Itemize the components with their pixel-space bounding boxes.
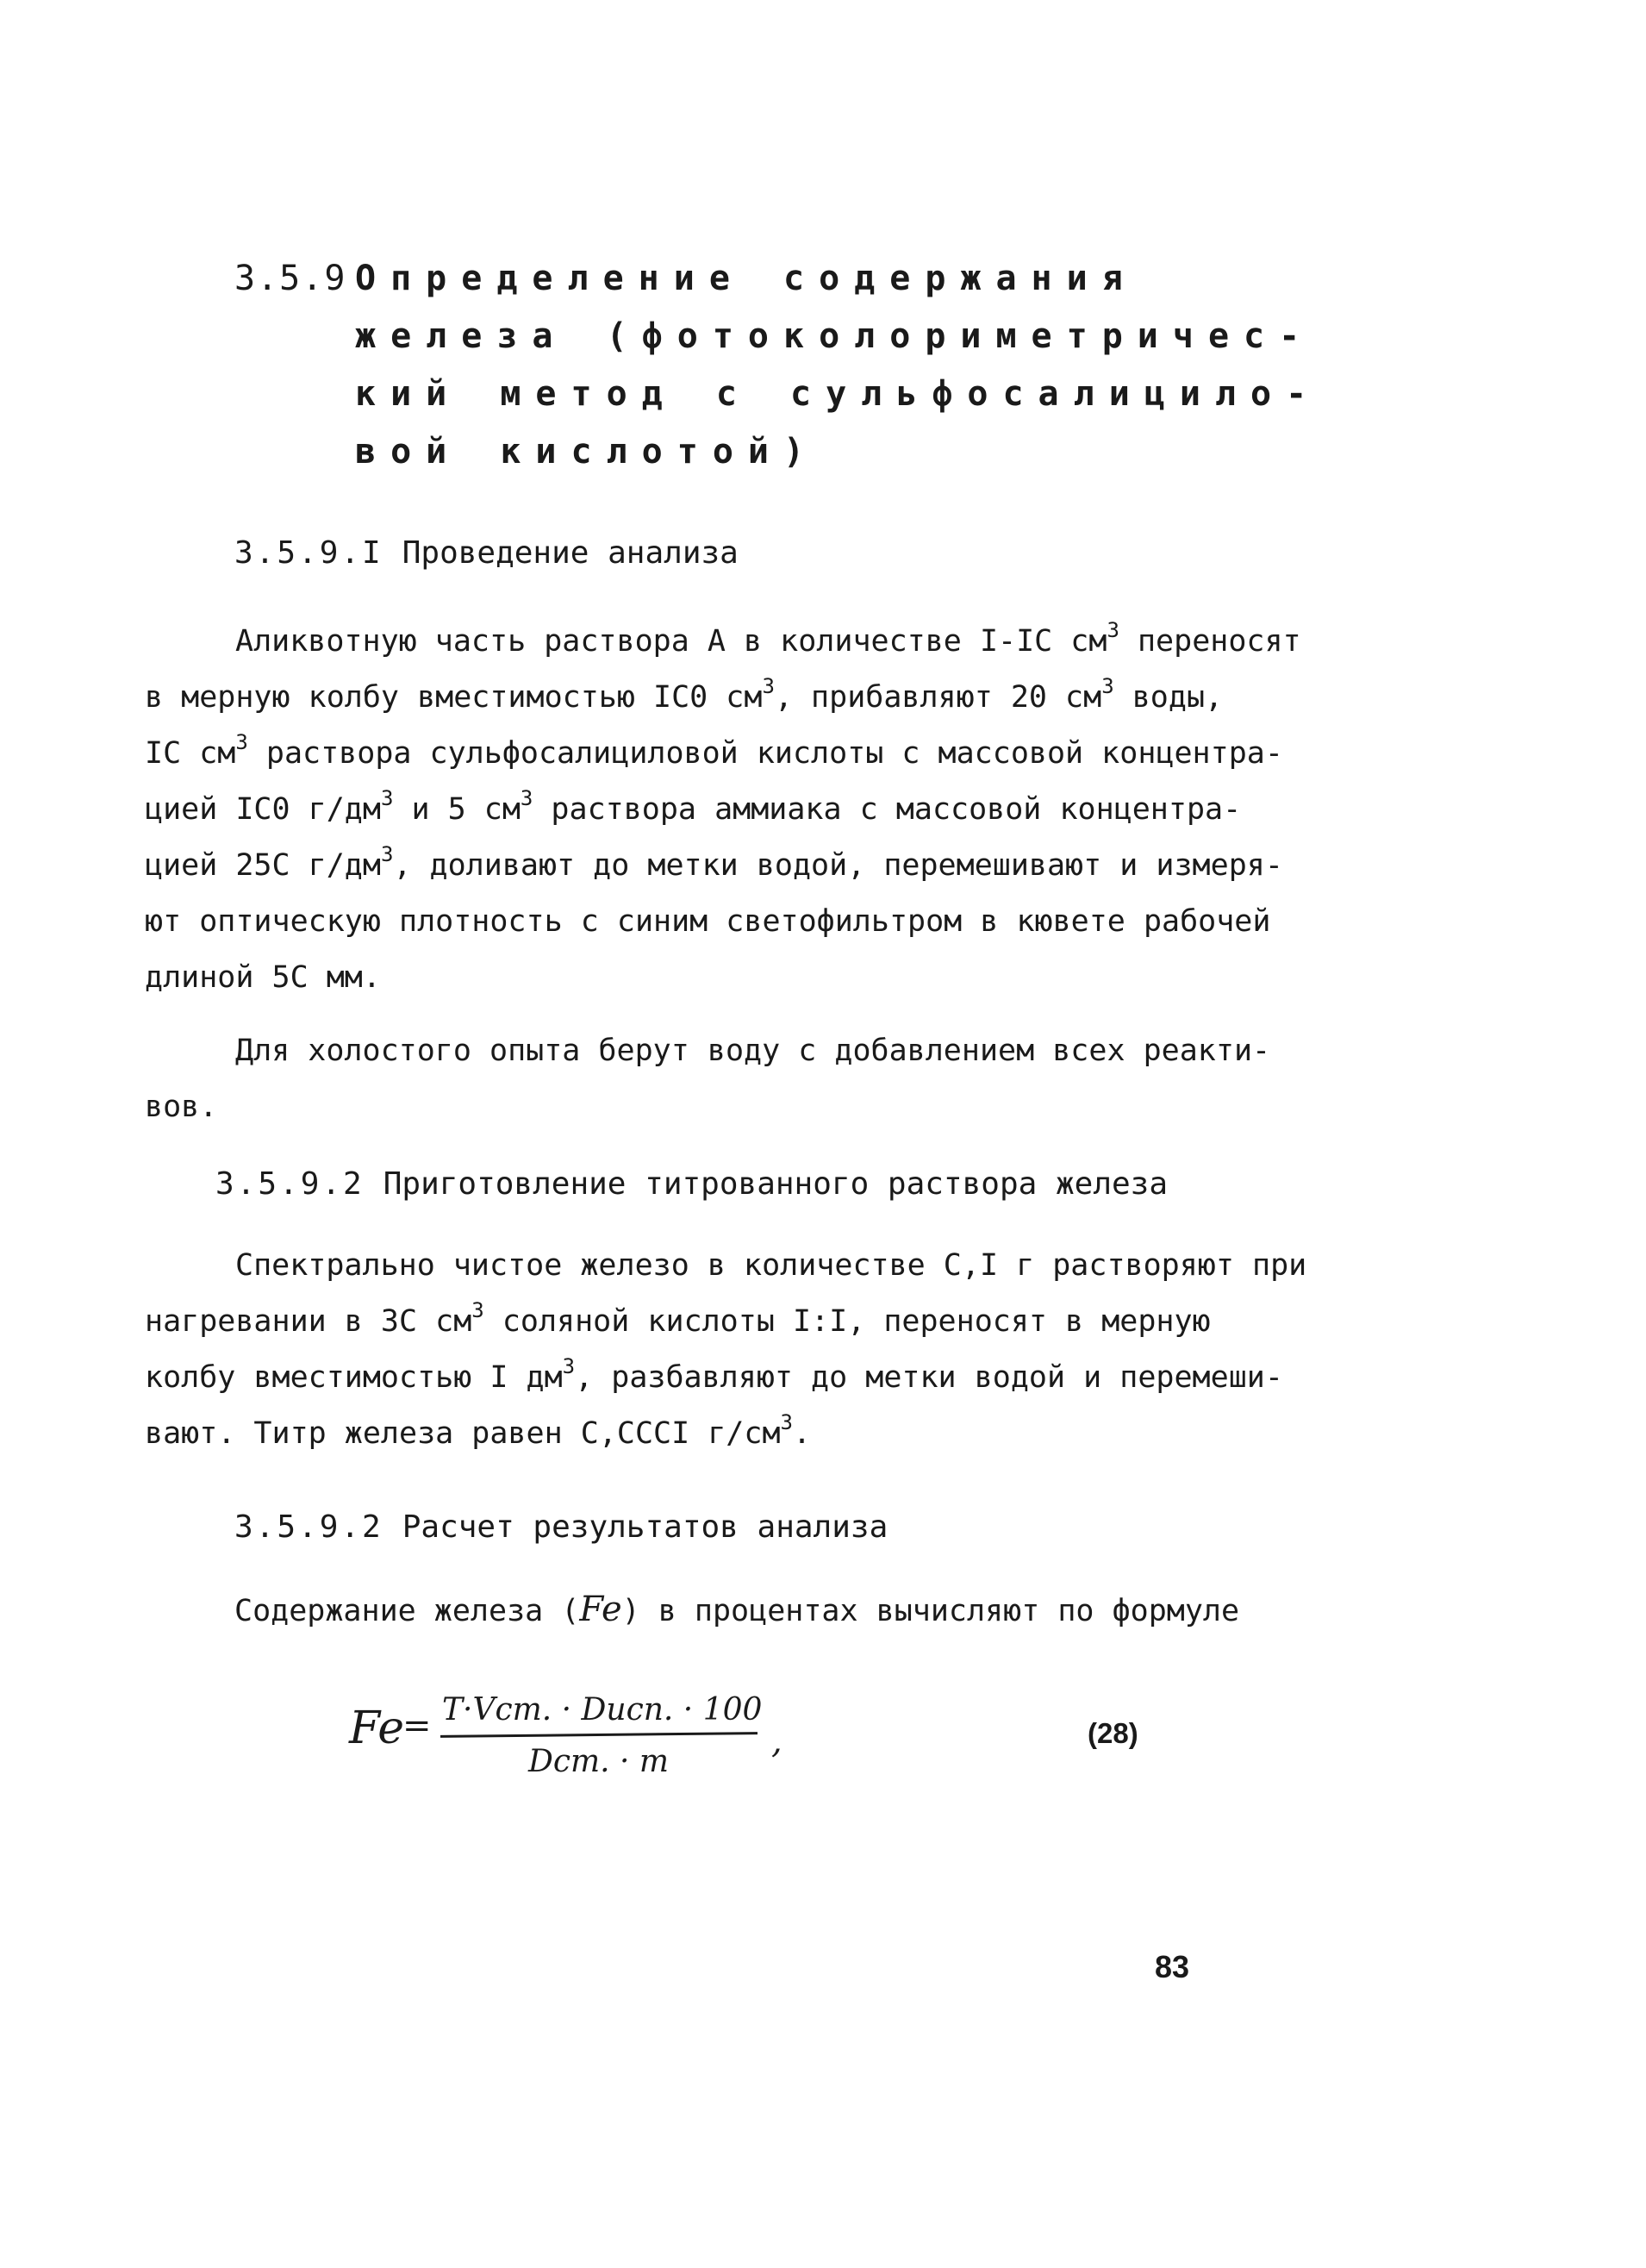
unit-exponent: 3 xyxy=(1107,618,1119,642)
equation-number: (28) xyxy=(1088,1717,1138,1749)
text-run: раствора сульфосалициловой кислоты с массовой концентра- xyxy=(247,736,1283,771)
paragraph-line xyxy=(145,1350,1283,1406)
unit-exponent: 3 xyxy=(520,786,533,810)
text-run: IC см xyxy=(145,736,236,771)
text-run: Спектрально чистое железо в количестве C,I г растворяют при xyxy=(235,1248,1307,1283)
paragraph-line xyxy=(145,670,1256,726)
text-run: и 5 см xyxy=(393,792,521,827)
iron-symbol: Fe xyxy=(579,1590,622,1629)
text-run: переносят xyxy=(1119,624,1301,659)
text-run: , разбавляют до метки водой и перемеши- xyxy=(575,1360,1283,1395)
paragraph-line xyxy=(145,838,1283,894)
subsection-title: Приготовление титрованного раствора железа xyxy=(383,1166,1169,1202)
text-run: вают. Титр железа равен C,CCCI г/см xyxy=(145,1416,781,1451)
paragraph-line xyxy=(145,1406,1256,1462)
text-run: , прибавляют 20 см xyxy=(774,680,1102,715)
unit-exponent: 3 xyxy=(1101,674,1114,698)
page-number: 83 xyxy=(1155,1949,1190,1984)
paragraph-blank-test xyxy=(145,1023,1271,1135)
text-run: воды, xyxy=(1113,680,1224,715)
text-run: соляной кислоты I:I, переносят в мерную xyxy=(483,1304,1211,1339)
paragraph-line: вов. xyxy=(145,1090,218,1124)
section-number: 3.5.9 xyxy=(234,259,347,298)
text-run: . xyxy=(792,1416,812,1451)
unit-exponent: 3 xyxy=(562,1354,576,1378)
paragraph-line xyxy=(145,614,1301,670)
paragraph-preparation xyxy=(145,1238,1307,1462)
unit-exponent: 3 xyxy=(762,674,775,698)
section-title xyxy=(355,250,1322,481)
paragraph-line xyxy=(145,726,1283,782)
formula-iron-content xyxy=(349,1677,797,1789)
unit-exponent: 3 xyxy=(380,842,394,866)
paragraph-line xyxy=(145,782,1256,838)
section-title-line: кий метод с сульфосалицило- xyxy=(355,374,1322,414)
text-run: раствора аммиака с массовой концентра- xyxy=(533,792,1242,827)
formula-equals: = xyxy=(402,1706,432,1746)
text-run: ют оптическую плотность с синим светофильтром в кювете рабочей xyxy=(145,904,1271,939)
text-run: цией 25C г/дм xyxy=(145,848,381,883)
text-run: колбу вместимостью I дм xyxy=(145,1360,563,1395)
subsection-title: Расчет результатов анализа xyxy=(402,1509,888,1545)
text-run: нагревании в 3C см xyxy=(145,1304,472,1339)
subsection-number: 3.5.9.I xyxy=(234,535,383,571)
subsection-heading-calculation xyxy=(234,1509,888,1546)
paragraph-line xyxy=(145,894,1271,950)
subsection-heading-preparation xyxy=(215,1165,1168,1203)
paragraph-line xyxy=(145,1238,1307,1294)
subsection-number: 3.5.9.2 xyxy=(234,1509,383,1545)
section-title-line: вой кислотой) xyxy=(355,432,820,472)
formula-numerator: T·Vст. · Dисп. · 100 xyxy=(442,1692,763,1728)
text-run: в мерную колбу вместимостью IC0 см xyxy=(145,680,763,715)
section-title-line: железа (фотоколориметричес- xyxy=(355,316,1315,356)
unit-exponent: 3 xyxy=(471,1298,484,1322)
formula-comma: , xyxy=(771,1721,782,1761)
unit-exponent: 3 xyxy=(380,786,394,810)
intro-text-start: Содержание железа ( xyxy=(234,1594,580,1628)
text-run: длиной 5C мм. xyxy=(145,960,381,995)
paragraph-line xyxy=(145,1294,1256,1350)
subsection-title: Проведение анализа xyxy=(402,535,739,571)
subsection-number: 3.5.9.2 xyxy=(215,1166,365,1202)
paragraph-line xyxy=(234,1582,1346,1640)
formula-lhs: Fe xyxy=(349,1703,405,1754)
paragraph-line xyxy=(145,950,1256,1006)
fraction-bar xyxy=(440,1732,758,1738)
paragraph-line: Для холостого опыта берут воду с добавлением всех реакти- xyxy=(235,1034,1271,1068)
paragraph-procedure xyxy=(145,614,1301,1006)
unit-exponent: 3 xyxy=(235,730,248,754)
unit-exponent: 3 xyxy=(780,1410,793,1434)
text-run: , доливают до метки водой, перемешивают и измеря- xyxy=(393,848,1283,883)
text-run: Аликвотную часть раствора А в количестве I-IC см xyxy=(235,624,1107,659)
section-title-line: Определение содержания xyxy=(355,259,1138,298)
intro-text-end: ) в процентах вычисляют по формуле xyxy=(621,1594,1240,1628)
subsection-heading-conduct xyxy=(234,534,739,572)
formula-denominator: Dст. · m xyxy=(528,1744,670,1779)
paragraph-formula-intro xyxy=(234,1582,1346,1640)
text-run: цией IC0 г/дм xyxy=(145,792,381,827)
